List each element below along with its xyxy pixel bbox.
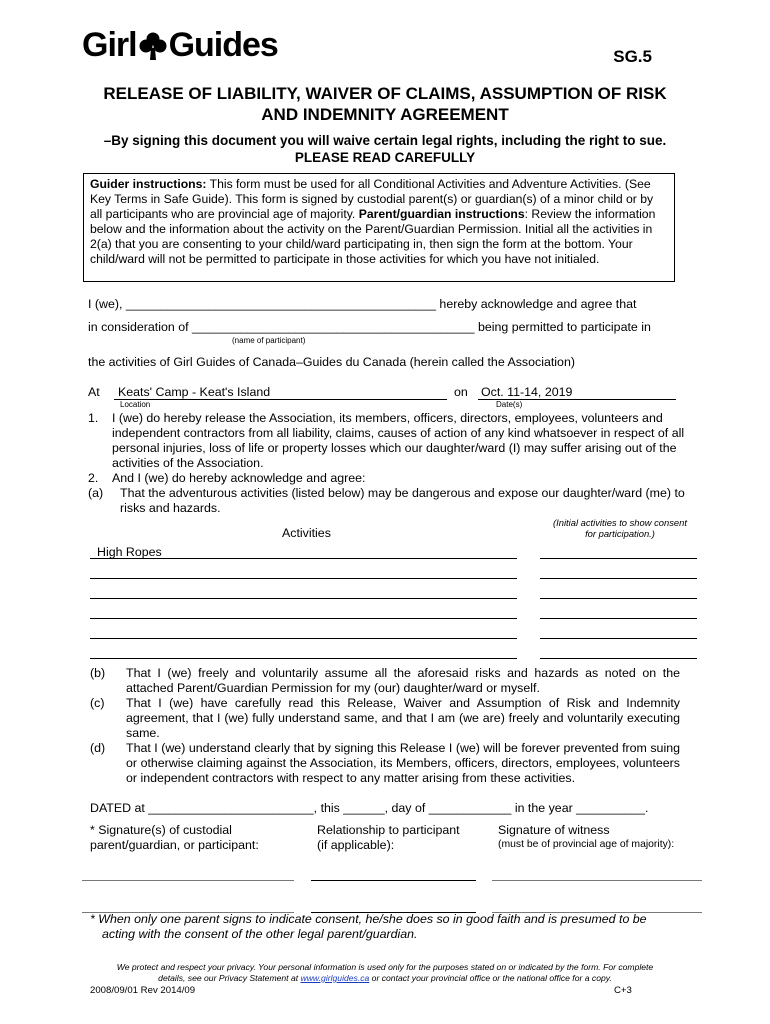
clause-list (88, 411, 688, 516)
clause-2 (88, 471, 688, 486)
activity-line[interactable] (90, 618, 517, 619)
witness-signature-line[interactable] (492, 880, 702, 881)
clause-1 (88, 411, 688, 471)
we-prefix: I (we), (88, 297, 126, 311)
page-code: C+3 (614, 985, 632, 996)
clause-d-number: (d) (90, 741, 106, 755)
logo-text-girl: Girl (82, 26, 137, 64)
activity-1-name[interactable]: High Ropes (97, 545, 162, 559)
participant-name-field[interactable]: _________________________________________ (192, 320, 475, 334)
we-name-field[interactable]: _____________________________________________ (125, 297, 436, 311)
guider-instructions-label: Guider instructions: (90, 177, 207, 191)
clause-c (90, 696, 680, 741)
initial-line[interactable] (540, 578, 697, 579)
consideration-line (88, 320, 651, 335)
clause-c-number: (c) (90, 696, 105, 710)
relationship-label-line2: (if applicable): (317, 838, 395, 852)
we-declaration-line (88, 297, 636, 312)
we-suffix: hereby acknowledge and agree that (435, 297, 637, 311)
relationship-label-line1: Relationship to participant (317, 823, 460, 837)
consideration-prefix: in consideration of (88, 320, 193, 334)
clause-b-number: (b) (90, 666, 106, 680)
privacy-line2-prefix: details, see our Privacy Statement at (158, 973, 301, 983)
participant-name-label: (name of participant) (232, 336, 306, 345)
clause-2-text: And I (we) do hereby acknowledge and agree: (112, 471, 366, 485)
clause-a (88, 486, 688, 516)
footnote-line1: * When only one parent signs to indicate consent, he/she does so in good faith and is presumed to be (90, 912, 647, 926)
form-code: SG.5 (613, 47, 652, 66)
clause-a-number: (a) (88, 486, 104, 500)
initial-note-line2: for participation.) (585, 528, 655, 539)
form-title-line2: AND INDEMNITY AGREEMENT (261, 105, 509, 124)
clause-a-text: That the adventurous activities (listed below) may be dangerous and expose our daughter/ward (me) to risks and hazards. (120, 486, 685, 515)
warning-line: –By signing this document you will waive certain legal rights, including the right to sue. (103, 133, 667, 148)
parent-instructions-text: : Review the information below and the information about the activity on the Parent/Guardian Permission. Initial all the activities in 2(a) that you are consenting to your child/ward participating in, then sign the form at the bottom. Your child/ward will not be permitted to participate in those activities for which you have not initialed. (90, 207, 656, 266)
please-read-carefully: PLEASE READ CAREFULLY (294, 150, 476, 165)
clause-list-bcd (90, 666, 680, 786)
on-label: on (454, 385, 468, 399)
activity-line[interactable] (90, 558, 517, 559)
initial-line[interactable] (540, 558, 697, 559)
clause-d (90, 741, 680, 786)
clause-1-text: I (we) do hereby release the Association, its members, officers, directors, employees, volunteers and independent contractors from all liability, claims, causes of action of any kind whatsoever in respect of all personal injuries, loss of life or property losses which our daughter/ward (I) may suffer arising out of the activities of the Association. (112, 411, 685, 470)
at-label: At (88, 385, 100, 399)
witness-label-line2: (must be of provincial age of majority): (498, 839, 675, 850)
custodial-signature-line[interactable] (82, 880, 294, 881)
witness-label (498, 823, 674, 851)
one-parent-footnote (90, 912, 647, 942)
form-title-line1: RELEASE OF LIABILITY, WAIVER OF CLAIMS, ASSUMPTION OF RISK (103, 84, 667, 103)
location-label: Location (120, 400, 151, 409)
clause-d-text: That I (we) understand clearly that by signing this Release I (we) will be forever prevented from suing or otherwise claiming against the Association, its Members, officers, directors, employees, volunteers or independent contractors with respect to any matter arising from these activities. (126, 741, 680, 785)
clause-c-text: That I (we) have carefully read this Release, Waiver and Assumption of Risk and Indemnity agreement, that I (we) fully understand same, and that I am (we are) freely and voluntarily executing same. (126, 696, 680, 740)
association-text: the activities of Girl Guides of Canada–Guides du Canada (herein called the Association) (88, 355, 575, 369)
dates-label: Date(s) (496, 400, 523, 409)
custodial-label-line1: * Signature(s) of custodial (90, 823, 232, 837)
guider-instructions-text: This form must be used for all Conditional Activities and Adventure Activities. (See Key Terms in Safe Guide). This form is signed by custodial parent(s) or guardian(s) of a minor child or by all participants who are provincial age of majority. (90, 177, 654, 221)
privacy-line1: We protect and respect your privacy. Your personal information is used only for the purposes stated on or indicated by the form. For complete (116, 962, 654, 972)
custodial-signature-label (90, 823, 259, 853)
privacy-line2-suffix: or contact your provincial office or the national office for a copy. (369, 973, 612, 983)
instructions-box (83, 173, 675, 282)
location-underline (114, 399, 447, 400)
girlguides-link[interactable]: www.girlguides.ca (300, 973, 370, 983)
activity-line[interactable] (90, 598, 517, 599)
relationship-line[interactable] (311, 880, 476, 881)
location-field[interactable]: Keats' Camp - Keat's Island (118, 385, 271, 399)
activities-header: Activities (282, 526, 331, 540)
footnote-line2: acting with the consent of the other legal parent/guardian. (102, 927, 418, 941)
custodial-label-line2: parent/guardian, or participant: (90, 838, 259, 852)
consideration-suffix: being permitted to participate in (474, 320, 651, 334)
clause-b (90, 666, 680, 696)
initial-note (540, 517, 700, 539)
date-field[interactable]: Oct. 11-14, 2019 (481, 385, 573, 399)
initial-note-line1: (Initial activities to show consent (553, 517, 687, 528)
activity-line[interactable] (90, 578, 517, 579)
activity-line[interactable] (90, 638, 517, 639)
initial-line[interactable] (540, 638, 697, 639)
privacy-statement (90, 962, 680, 984)
privacy-line2 (90, 973, 680, 984)
clause-2-number: 2. (88, 471, 99, 485)
logo-text-guides: Guides (168, 26, 278, 64)
revision-code: 2008/09/01 Rev 2014/09 (90, 985, 196, 996)
trefoil-icon (138, 31, 168, 61)
initial-line[interactable] (540, 658, 697, 659)
relationship-label (317, 823, 460, 853)
clause-b-text: That I (we) freely and voluntarily assume all the aforesaid risks and hazards as noted on the attached Parent/Guardian Permission for my (our) daughter/ward or myself. (126, 666, 680, 695)
parent-instructions-label: Parent/guardian instructions (358, 207, 525, 221)
initial-line[interactable] (540, 618, 697, 619)
witness-label-line1: Signature of witness (498, 823, 610, 837)
activity-line[interactable] (90, 658, 517, 659)
dated-line[interactable]: DATED at ________________________, this ______, day of ____________ in the year __________. (90, 801, 649, 815)
clause-1-number: 1. (88, 411, 99, 425)
initial-line[interactable] (540, 598, 697, 599)
girl-guides-logo (82, 26, 278, 65)
